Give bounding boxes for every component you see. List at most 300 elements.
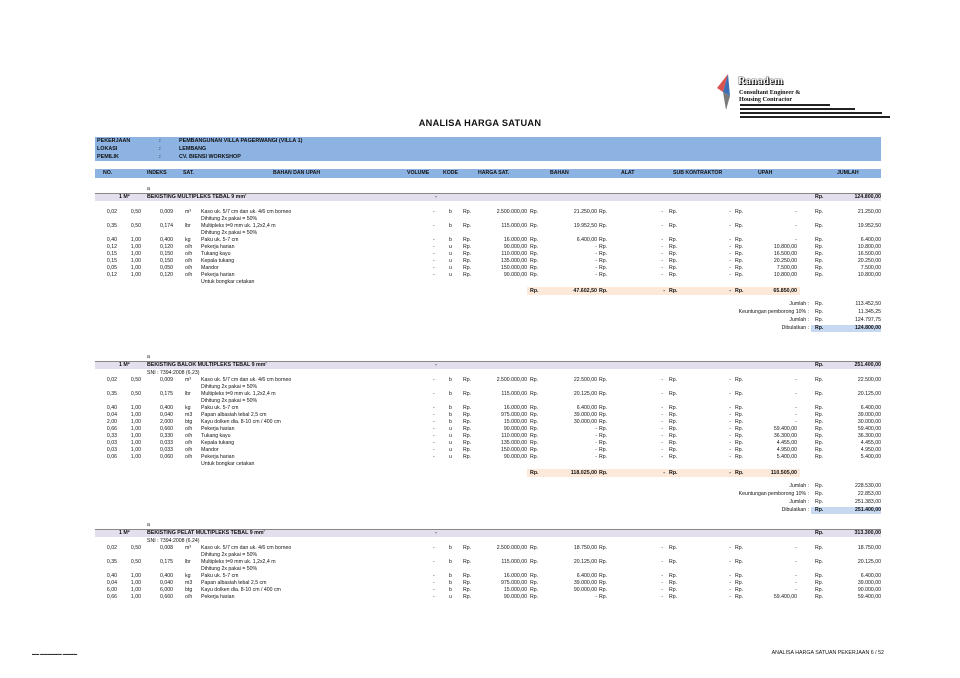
cell-jumlah: 16.500,00 <box>857 251 881 257</box>
cell-rp: Rp. <box>530 251 539 257</box>
cell-rp: Rp. <box>669 412 678 418</box>
cell-upah: 4.455,00 <box>776 440 797 446</box>
cell-rp: Rp. <box>599 377 608 383</box>
cell-jumlah: 19.952,50 <box>857 223 881 229</box>
cell-rp: Rp. <box>530 559 539 565</box>
cell-sub: - <box>729 209 731 215</box>
table-row <box>95 251 881 258</box>
section-name: BEKISTING PELAT MULTIPLEKS TEBAL 9 mm' <box>147 530 265 536</box>
summary-rp: Rp. <box>815 325 824 331</box>
cell-rp: Rp. <box>463 258 472 264</box>
cell-rp: Rp. <box>815 223 824 229</box>
cell-idx: 1,00 <box>130 440 141 446</box>
cell-vol: - <box>433 405 435 411</box>
cell-kode: u <box>449 251 452 257</box>
cell-jumlah: 22.500,00 <box>857 377 881 383</box>
summary-label: Jumlah : <box>789 483 809 489</box>
cell-rp: Rp. <box>463 412 472 418</box>
section-letter: a <box>147 186 150 192</box>
cell-vol: - <box>433 580 435 586</box>
cell-jumlah: 20.250,00 <box>857 258 881 264</box>
cell-rp: Rp. <box>599 573 608 579</box>
logo-underline <box>740 104 830 106</box>
subtotal-row <box>527 469 800 477</box>
summary-row <box>95 325 881 332</box>
cell-bahan: - <box>595 447 597 453</box>
cell-desc: Dihitung 2x pakai = 50% <box>201 566 258 572</box>
cell-jumlah: 59.400,00 <box>857 594 881 600</box>
cell-rp: Rp. <box>599 412 608 418</box>
cell-rp: Rp. <box>815 587 824 593</box>
cell-idx: 1,00 <box>130 594 141 600</box>
cell-alat: - <box>661 412 663 418</box>
cell-rp: Rp. <box>669 391 678 397</box>
cell-qty: 6,000 <box>160 587 173 593</box>
summary-rp: Rp. <box>815 301 824 307</box>
table-row <box>95 279 881 286</box>
cell-sub: - <box>729 580 731 586</box>
cell-alat: - <box>661 419 663 425</box>
cell-kode: b <box>449 405 452 411</box>
cell-rp: Rp. <box>735 209 744 215</box>
cell-harga: 110.000,00 <box>501 433 527 439</box>
cell-rp: Rp. <box>735 454 744 460</box>
subtotal-rp: Rp. <box>735 288 744 294</box>
section-sni <box>95 370 881 377</box>
cell-no: 0,15 <box>106 258 117 264</box>
cell-sub: - <box>729 594 731 600</box>
cell-bahan: 90.000,00 <box>573 587 597 593</box>
cell-kode: u <box>449 594 452 600</box>
section-name: BEKISTING MULTIPLEKS TEBAL 9 mm' <box>147 194 247 200</box>
cell-kode: u <box>449 258 452 264</box>
cell-jumlah: 36.300,00 <box>857 433 881 439</box>
cell-bahan: 6.400,00 <box>576 405 597 411</box>
cell-rp: Rp. <box>815 447 824 453</box>
cell-sat: o/h <box>185 594 193 600</box>
cell-sat: o/h <box>185 454 193 460</box>
cell-idx: 1,00 <box>130 272 141 278</box>
cell-rp: Rp. <box>669 272 678 278</box>
col-no: NO. <box>103 170 113 176</box>
section-letter: a <box>147 522 150 528</box>
section-unit: 1 M² <box>119 362 130 368</box>
cell-alat: - <box>661 426 663 432</box>
cell-desc: Dihitung 2x pakai = 50% <box>201 216 258 222</box>
cell-sub: - <box>729 391 731 397</box>
cell-jumlah: 90.000,00 <box>857 587 881 593</box>
cell-idx: 0,50 <box>130 391 141 397</box>
cell-alat: - <box>661 405 663 411</box>
cell-harga: 16.000,00 <box>503 405 527 411</box>
table-row <box>95 272 881 279</box>
cell-upah: - <box>795 559 797 565</box>
section-total: 313.300,00 <box>854 530 881 536</box>
section-title-bar <box>95 530 881 537</box>
table-row <box>95 433 881 440</box>
cell-qty: 0,330 <box>160 433 173 439</box>
section-rp: Rp. <box>815 362 824 368</box>
summary-row <box>95 483 881 490</box>
cell-rp: Rp. <box>463 559 472 565</box>
cell-rp: Rp. <box>669 545 678 551</box>
table-row <box>95 545 881 552</box>
cell-idx: 1,00 <box>130 237 141 243</box>
cell-alat: - <box>661 391 663 397</box>
cell-upah: - <box>795 405 797 411</box>
cell-rp: Rp. <box>735 377 744 383</box>
cell-harga: 90.000,00 <box>503 454 527 460</box>
cell-sat: m³ <box>185 545 192 551</box>
cell-rp: Rp. <box>463 419 472 425</box>
cell-no: 0,02 <box>106 545 117 551</box>
summary-rp: Rp. <box>815 317 824 323</box>
summary-label: Dibulatkan : <box>781 325 809 331</box>
cell-desc: Kayu dolken dia. 8-10 cm / 400 cm <box>201 587 281 593</box>
cell-idx: 1,00 <box>130 265 141 271</box>
cell-rp: Rp. <box>735 223 744 229</box>
cell-rp: Rp. <box>530 391 539 397</box>
cell-harga: 2.500.000,00 <box>496 209 527 215</box>
project-info-block <box>95 137 881 161</box>
cell-alat: - <box>661 258 663 264</box>
cell-idx: 0,50 <box>130 377 141 383</box>
col-indeks: INDEKS <box>147 170 167 176</box>
summary-value: 22.853,00 <box>857 491 881 497</box>
subtotal-sub: - <box>729 470 731 476</box>
cell-bahan: 21.250,00 <box>573 209 597 215</box>
cell-vol: - <box>433 244 435 250</box>
cell-upah: - <box>795 391 797 397</box>
cell-kode: b <box>449 391 452 397</box>
summary-rp: Rp. <box>815 483 824 489</box>
summary-label: Jumlah : <box>789 301 809 307</box>
cell-rp: Rp. <box>735 447 744 453</box>
cell-sub: - <box>729 559 731 565</box>
cell-bahan: 30.000,00 <box>573 419 597 425</box>
cell-kode: u <box>449 426 452 432</box>
cell-no: 0,66 <box>106 426 117 432</box>
cell-bahan: - <box>595 251 597 257</box>
cell-sat: o/h <box>185 447 193 453</box>
cell-rp: Rp. <box>530 237 539 243</box>
cell-idx: 1,00 <box>130 251 141 257</box>
summary-label: Jumlah : <box>789 317 809 323</box>
cell-rp: Rp. <box>599 454 608 460</box>
cell-rp: Rp. <box>735 237 744 243</box>
cell-rp: Rp. <box>815 391 824 397</box>
cell-bahan: 20.125,00 <box>573 559 597 565</box>
cell-desc: Untuk bongkar cetakan <box>201 461 255 467</box>
cell-alat: - <box>661 237 663 243</box>
subtotal-upah: 65.850,00 <box>773 288 797 294</box>
cell-jumlah: 6.400,00 <box>860 405 881 411</box>
cell-rp: Rp. <box>463 580 472 586</box>
section-dash: - <box>435 362 437 368</box>
cell-qty: 0,040 <box>160 580 173 586</box>
cell-desc: Kepala tukang <box>201 440 235 446</box>
cell-idx: 1,00 <box>130 573 141 579</box>
info-label: PEKERJAAN <box>97 138 131 144</box>
cell-no: 0,04 <box>106 580 117 586</box>
table-row <box>95 552 881 559</box>
col-upah: UPAH <box>758 170 773 176</box>
col-alat: ALAT <box>621 170 635 176</box>
cell-harga: 2.500.000,00 <box>496 545 527 551</box>
cell-upah: - <box>795 223 797 229</box>
cell-sub: - <box>729 545 731 551</box>
cell-qty: 0,400 <box>160 573 173 579</box>
subtotal-row <box>527 287 800 295</box>
cell-rp: Rp. <box>735 391 744 397</box>
table-row <box>95 587 881 594</box>
cell-rp: Rp. <box>669 265 678 271</box>
cell-rp: Rp. <box>669 223 678 229</box>
cell-vol: - <box>433 272 435 278</box>
cell-rp: Rp. <box>815 440 824 446</box>
cell-kode: b <box>449 223 452 229</box>
cell-rp: Rp. <box>815 237 824 243</box>
summary-row <box>95 491 881 498</box>
cell-rp: Rp. <box>599 559 608 565</box>
cell-upah: 36.300,00 <box>773 433 797 439</box>
cell-rp: Rp. <box>815 419 824 425</box>
cell-upah: 59.400,00 <box>773 594 797 600</box>
cell-no: 0,66 <box>106 594 117 600</box>
summary-rp: Rp. <box>815 491 824 497</box>
cell-jumlah: 5.400,00 <box>860 454 881 460</box>
cell-rp: Rp. <box>735 426 744 432</box>
footer-page-label: ANALISA HARGA SATUAN PEKERJAAN 6 / 52 <box>771 650 884 656</box>
cell-rp: Rp. <box>530 426 539 432</box>
cell-vol: - <box>433 377 435 383</box>
cell-vol: - <box>433 426 435 432</box>
cell-no: 6,00 <box>106 587 117 593</box>
cell-alat: - <box>661 440 663 446</box>
cell-idx: 0,50 <box>130 209 141 215</box>
cell-idx: 1,00 <box>130 405 141 411</box>
cell-idx: 1,00 <box>130 412 141 418</box>
summary-label: Jumlah : <box>789 499 809 505</box>
cell-alat: - <box>661 545 663 551</box>
cell-jumlah: 59.400,00 <box>857 426 881 432</box>
cell-alat: - <box>661 447 663 453</box>
cell-rp: Rp. <box>599 545 608 551</box>
cell-harga: 90.000,00 <box>503 594 527 600</box>
cell-rp: Rp. <box>530 244 539 250</box>
cell-harga: 135.000,00 <box>501 440 527 446</box>
cell-no: 0,04 <box>106 412 117 418</box>
cell-vol: - <box>433 391 435 397</box>
section-title-bar <box>95 194 881 201</box>
cell-rp: Rp. <box>735 272 744 278</box>
cell-rp: Rp. <box>599 440 608 446</box>
cell-rp: Rp. <box>735 440 744 446</box>
cell-rp: Rp. <box>735 405 744 411</box>
cell-rp: Rp. <box>599 391 608 397</box>
cell-harga: 110.000,00 <box>501 251 527 257</box>
cell-alat: - <box>661 272 663 278</box>
cell-rp: Rp. <box>599 433 608 439</box>
cell-idx: 0,50 <box>130 545 141 551</box>
cell-rp: Rp. <box>463 251 472 257</box>
table-row <box>95 580 881 587</box>
cell-no: 0,15 <box>106 251 117 257</box>
cell-harga: 16.000,00 <box>503 573 527 579</box>
col-bahan: BAHAN <box>550 170 569 176</box>
cell-sub: - <box>729 573 731 579</box>
cell-desc: Paku uk. 5-7 cm <box>201 573 239 579</box>
cell-sub: - <box>729 440 731 446</box>
cell-harga: 115.000,00 <box>501 391 527 397</box>
cell-desc: Papan albasiah tebal 2,5 cm <box>201 580 267 586</box>
cell-rp: Rp. <box>530 265 539 271</box>
cell-qty: 0,033 <box>160 440 173 446</box>
cell-sat: btg <box>185 587 193 593</box>
cell-sat: o/h <box>185 272 193 278</box>
cell-desc: Pekerja harian <box>201 244 235 250</box>
cell-rp: Rp. <box>530 272 539 278</box>
info-value: CV. BIENSI WORKSHOP <box>179 154 241 160</box>
cell-bahan: 6.400,00 <box>576 237 597 243</box>
cell-bahan: - <box>595 426 597 432</box>
cell-alat: - <box>661 244 663 250</box>
cell-upah: - <box>795 419 797 425</box>
cell-bahan: 39.000,00 <box>573 412 597 418</box>
cell-harga: 115.000,00 <box>501 223 527 229</box>
cell-sub: - <box>729 244 731 250</box>
cell-bahan: - <box>595 440 597 446</box>
cell-qty: 0,400 <box>160 405 173 411</box>
cell-rp: Rp. <box>599 251 608 257</box>
subtotal-rp: Rp. <box>735 470 744 476</box>
cell-jumlah: 6.400,00 <box>860 573 881 579</box>
cell-rp: Rp. <box>463 244 472 250</box>
cell-sat: o/h <box>185 433 193 439</box>
sni-text: SNI : 7394:2008 (6.23) <box>147 370 200 376</box>
table-row <box>95 237 881 244</box>
cell-bahan: 22.500,00 <box>573 377 597 383</box>
cell-no: 0,35 <box>106 391 117 397</box>
summary-label: Dibulatkan : <box>781 507 809 513</box>
cell-rp: Rp. <box>599 209 608 215</box>
cell-vol: - <box>433 440 435 446</box>
subtotal-alat: - <box>663 470 665 476</box>
cell-rp: Rp. <box>599 272 608 278</box>
cell-rp: Rp. <box>463 433 472 439</box>
summary-row <box>95 309 881 316</box>
cell-desc: Dihitung 2x pakai = 50% <box>201 384 258 390</box>
col-bahan-upah: BAHAN DAN UPAH <box>273 170 321 176</box>
cell-rp: Rp. <box>530 440 539 446</box>
cell-jumlah: 20.125,00 <box>857 391 881 397</box>
cell-idx: 1,00 <box>130 433 141 439</box>
cell-desc: Untuk bongkar cetakan <box>201 279 255 285</box>
cell-rp: Rp. <box>815 405 824 411</box>
cell-qty: 0,150 <box>160 251 173 257</box>
cell-bahan: 20.125,00 <box>573 391 597 397</box>
cell-rp: Rp. <box>815 244 824 250</box>
summary-value: 228.530,00 <box>855 483 881 489</box>
cell-vol: - <box>433 545 435 551</box>
cell-rp: Rp. <box>599 258 608 264</box>
info-colon: : <box>159 138 161 144</box>
cell-rp: Rp. <box>463 223 472 229</box>
cell-desc: Multipleks t=9 mm uk. 1,2x2,4 m <box>201 391 276 397</box>
col-harga: HARGA SAT. <box>478 170 510 176</box>
cell-upah: 10.800,00 <box>773 272 797 278</box>
cell-harga: 15.000,00 <box>503 587 527 593</box>
cell-rp: Rp. <box>735 580 744 586</box>
cell-desc: Kaso uk. 5/7 cm dan uk. 4/6 cm borneo <box>201 545 292 551</box>
cell-kode: b <box>449 412 452 418</box>
cell-kode: u <box>449 440 452 446</box>
cell-harga: 150.000,00 <box>501 265 527 271</box>
cell-rp: Rp. <box>463 265 472 271</box>
cell-jumlah: 21.250,00 <box>857 209 881 215</box>
cell-upah: 20.250,00 <box>773 258 797 264</box>
cell-rp: Rp. <box>463 440 472 446</box>
cell-idx: 0,50 <box>130 223 141 229</box>
cell-sat: m³ <box>185 209 192 215</box>
cell-rp: Rp. <box>530 454 539 460</box>
page-title: ANALISA HARGA SATUAN <box>418 118 542 128</box>
summary-value: 251.400,00 <box>855 507 881 513</box>
cell-sub: - <box>729 265 731 271</box>
table-row <box>95 447 881 454</box>
cell-rp: Rp. <box>463 272 472 278</box>
cell-no: 0,02 <box>106 209 117 215</box>
cell-desc: Pekerja harian <box>201 426 235 432</box>
cell-upah: 5.400,00 <box>776 454 797 460</box>
section-dash: - <box>435 194 437 200</box>
cell-desc: Kayu dolken dia. 8-10 cm / 400 cm <box>201 419 281 425</box>
cell-rp: Rp. <box>815 573 824 579</box>
cell-sub: - <box>729 426 731 432</box>
cell-desc: Multipleks t=9 mm uk. 1,2x2,4 m <box>201 223 276 229</box>
summary-rp: Rp. <box>815 507 824 513</box>
cell-rp: Rp. <box>599 405 608 411</box>
cell-bahan: - <box>595 433 597 439</box>
cell-upah: 16.500,00 <box>773 251 797 257</box>
cell-alat: - <box>661 587 663 593</box>
cell-upah: - <box>795 580 797 586</box>
info-row <box>95 145 881 153</box>
cell-rp: Rp. <box>735 412 744 418</box>
cell-qty: 0,009 <box>160 209 173 215</box>
cell-rp: Rp. <box>735 258 744 264</box>
cell-upah: - <box>795 209 797 215</box>
cell-qty: 0,050 <box>160 265 173 271</box>
section-letter: a <box>147 354 150 360</box>
cell-rp: Rp. <box>463 237 472 243</box>
cell-sub: - <box>729 377 731 383</box>
cell-harga: 975.000,00 <box>501 412 527 418</box>
cell-kode: b <box>449 559 452 565</box>
col-sub-kontraktor: SUB KONTRAKTOR <box>673 170 723 176</box>
cell-desc: Multipleks t=9 mm uk. 1,2x2,4 m <box>201 559 276 565</box>
cell-no: 0,40 <box>106 573 117 579</box>
info-value: PEMBANGUNAN VILLA PAGERWANGI (VILLA 1) <box>179 138 303 144</box>
cell-rp: Rp. <box>815 265 824 271</box>
cell-rp: Rp. <box>735 559 744 565</box>
cell-rp: Rp. <box>599 223 608 229</box>
cell-sat: kg <box>185 405 191 411</box>
info-row <box>95 153 881 161</box>
cell-upah: - <box>795 377 797 383</box>
cell-sub: - <box>729 412 731 418</box>
cell-sat: lbr <box>185 559 191 565</box>
